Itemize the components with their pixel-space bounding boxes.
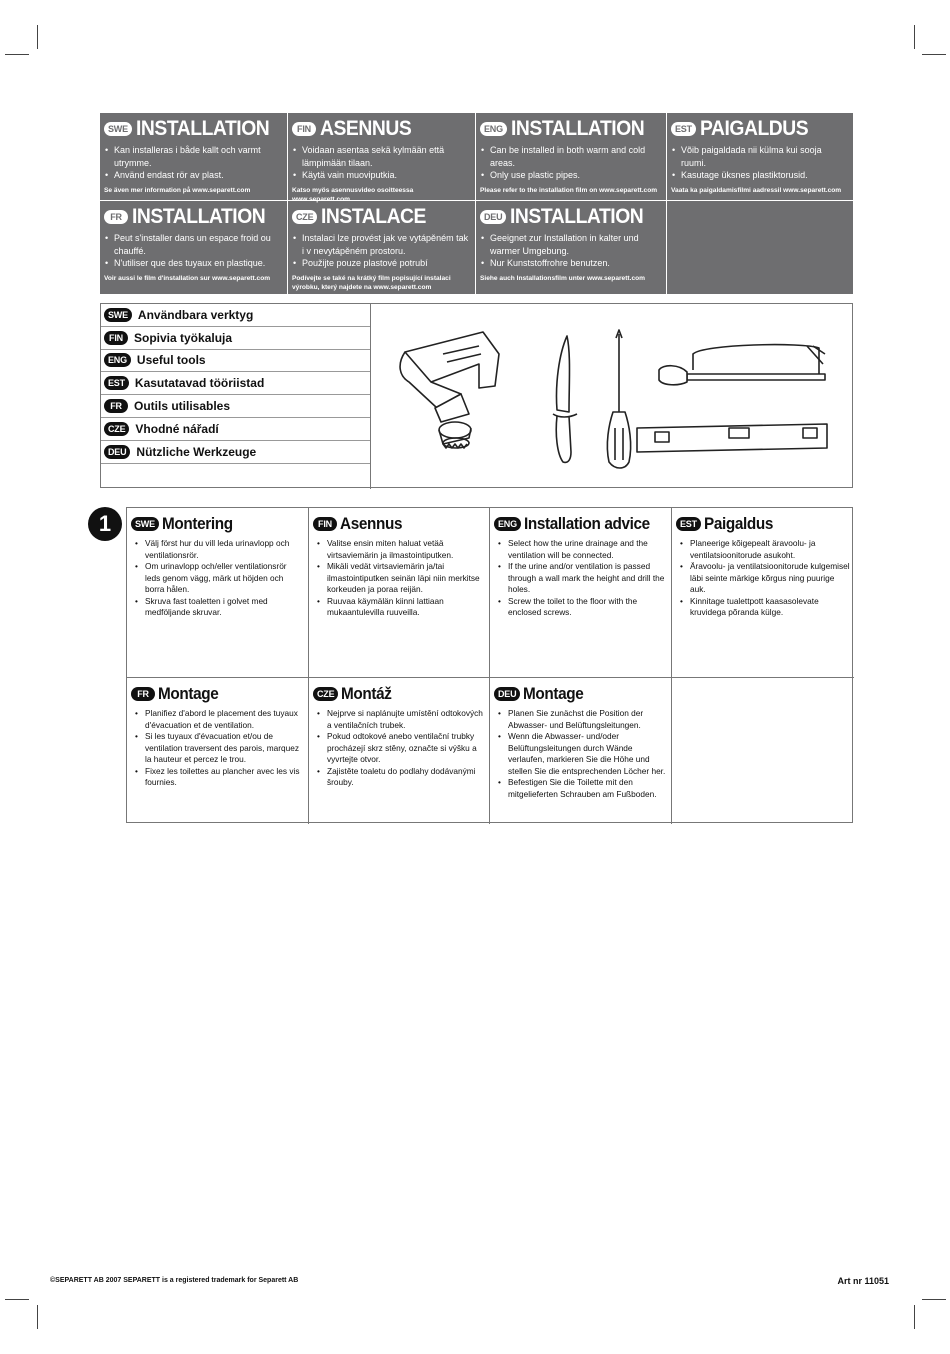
step-bullets	[494, 708, 667, 800]
crop-mark	[37, 25, 38, 49]
spirit-level-icon	[637, 424, 827, 452]
bullet-item: • Mikäli vedät virtsaviemärin ja/tai ilmastointiputken seinän läpi niin merkitse korkeuden ja poraa reijän.	[315, 561, 485, 596]
language-badge: EST	[104, 376, 129, 390]
copyright-footer: ©SEPARETT AB 2007 SEPARETT is a registered trademark for Separett AB	[50, 1277, 299, 1284]
step-title: Montage	[523, 684, 584, 703]
install-note: Vaata ka paigaldamisfilmi aadressil www.separett.com	[671, 186, 842, 194]
install-cell-fin	[288, 113, 476, 201]
install-cell-eng	[476, 113, 667, 201]
bullet-item: • Käytä vain muoviputkia.	[292, 169, 471, 182]
step-title: Montáž	[341, 684, 392, 703]
useful-tools-box	[100, 303, 853, 488]
step-title: Asennus	[340, 514, 403, 533]
language-badge: FR	[131, 687, 155, 701]
bullet-item: • Använd endast rör av plast.	[104, 169, 283, 182]
install-header	[292, 117, 471, 141]
language-badge: CZE	[292, 210, 317, 224]
bullet-item: • Nejprve si naplánujte umístění odtokových a ventilačních trubek.	[315, 708, 485, 731]
install-cell-fr	[100, 201, 288, 294]
tool-label: Kasutatavad tööriistad	[134, 376, 265, 391]
tool-label: Useful tools	[136, 353, 206, 368]
tool-row-swe	[101, 304, 370, 327]
tools-illustration	[373, 324, 843, 474]
install-cell-cze	[288, 201, 476, 294]
bullet-item: • Kan installeras i både kallt och varmt utrymme.	[104, 144, 283, 169]
tool-label: Användbara verktyg	[137, 307, 254, 322]
language-badge: FR	[104, 210, 128, 224]
step-header	[131, 512, 304, 536]
bullet-item: • Valitse ensin miten haluat vetää virtsaviemärin ja ilmastointiputken.	[315, 538, 485, 561]
language-badge: FIN	[313, 517, 337, 531]
install-bullets	[480, 232, 662, 270]
language-badge: FR	[104, 399, 128, 413]
install-note: Please refer to the installation film on www.separett.com	[480, 186, 658, 194]
step-cell-cze	[309, 678, 490, 824]
bullet-item: • If the urine and/or ventilation is passed through a wall mark the height and drill the holes.	[496, 561, 667, 596]
bullet-item: • Äravoolu- ja ventilatsioonitorude kulgemisel läbi seinte märkige kõrgus ning puurige auk.	[678, 561, 850, 596]
bullet-item: • Võib paigaldada nii külma kui sooja ruumi.	[671, 144, 849, 169]
bullet-item: • Kasutage üksnes plastiktorusid.	[671, 169, 849, 182]
step-title: Installation advice	[523, 514, 650, 533]
step-header	[313, 682, 485, 706]
install-header	[480, 117, 662, 141]
install-note: Voir aussi le film d'installation sur www.separett.com	[104, 274, 271, 282]
install-header	[480, 205, 662, 229]
bullet-item: • Použijte pouze plastové potrubí	[292, 257, 471, 270]
knife-icon	[553, 336, 577, 462]
language-badge: CZE	[313, 687, 338, 701]
install-bullets	[480, 144, 662, 182]
tool-row-cze	[101, 418, 370, 441]
install-cell-swe	[100, 113, 288, 201]
bullet-item: • Planifiez d'abord le placement des tuyaux d'évacuation et de ventilation.	[133, 708, 304, 731]
install-bullets	[292, 232, 471, 270]
bullet-item: • Skruva fast toaletten i golvet med medföljande skruvar.	[133, 596, 304, 619]
step-number-badge: 1	[88, 507, 122, 541]
tool-row-fin	[101, 327, 370, 350]
installation-grid	[100, 113, 853, 294]
install-header	[292, 205, 471, 229]
step-cell-fr	[127, 678, 309, 824]
language-badge: ENG	[480, 122, 507, 136]
install-cell-deu	[476, 201, 667, 294]
install-title: INSTALLATION	[510, 117, 645, 140]
step-cell-est	[672, 508, 854, 678]
bullet-item: • Nur Kunststoffrohre benutzen.	[480, 257, 662, 270]
install-note: Se även mer information på www.separett.com	[104, 186, 251, 194]
step-header	[494, 512, 667, 536]
bullet-item: • Pokud odtokové anebo ventilační trubky procházejí skrz stěny, označte si výšku a vyvrtejte otvor.	[315, 731, 485, 766]
language-badge: SWE	[104, 122, 132, 136]
tools-language-list	[101, 304, 371, 489]
tool-row-est	[101, 372, 370, 395]
language-badge: ENG	[104, 353, 131, 367]
language-badge: DEU	[104, 445, 130, 459]
language-badge: DEU	[480, 210, 506, 224]
install-cell-est	[667, 113, 853, 201]
tool-row-deu	[101, 441, 370, 464]
install-title: INSTALLATION	[510, 205, 644, 228]
step-bullets	[494, 538, 667, 619]
step-bullets	[131, 708, 304, 789]
crop-mark	[5, 54, 29, 55]
tool-row-fr	[101, 395, 370, 418]
crop-mark	[914, 1305, 915, 1329]
bullet-item: • Only use plastic pipes.	[480, 169, 662, 182]
install-bullets	[104, 232, 283, 270]
language-badge: DEU	[494, 687, 520, 701]
bullet-item: • Välj först hur du vill leda urinavlopp och ventilationsrör.	[133, 538, 304, 561]
step-bullets	[313, 538, 485, 619]
bullet-item: • Peut s'installer dans un espace froid ou chauffé.	[104, 232, 283, 257]
tool-row-eng	[101, 350, 370, 373]
step-cell-swe	[127, 508, 309, 678]
bullet-item: • Voidaan asentaa sekä kylmään että lämpimään tilaan.	[292, 144, 471, 169]
install-cell-empty	[667, 201, 853, 294]
install-title: PAIGALDUS	[699, 117, 809, 140]
install-header	[104, 117, 283, 141]
step-title: Montage	[158, 684, 219, 703]
step-title: Paigaldus	[703, 514, 773, 533]
install-note: Podívejte se také na krátký film popisující instalaci výrobku, který najdete na www.separett.com	[292, 274, 451, 291]
crop-mark	[922, 1299, 946, 1300]
crop-mark	[922, 54, 946, 55]
bullet-item: • Si les tuyaux d'évacuation et/ou de ventilation traversent des parois, marquez la hauteur et percez le trou.	[133, 731, 304, 766]
tool-label: Outils utilisables	[134, 399, 231, 414]
step-header	[313, 512, 485, 536]
install-bullets	[292, 144, 471, 182]
step-cell-deu	[490, 678, 672, 824]
install-note: Siehe auch Installationsfilm unter www.separett.com	[480, 274, 646, 282]
bullet-item: • Select how the urine drainage and the ventilation will be connected.	[496, 538, 667, 561]
install-title: INSTALLATION	[135, 117, 270, 140]
step-header	[131, 682, 304, 706]
bullet-item: • Zajistěte toaletu do podlahy dodávanými šrouby.	[315, 766, 485, 789]
bullet-item: • Instalaci lze provést jak ve vytápěném tak i v nevytápěném prostoru.	[292, 232, 471, 257]
language-badge: FIN	[292, 122, 316, 136]
install-title: ASENNUS	[320, 117, 412, 140]
language-badge: EST	[671, 122, 696, 136]
step-bullets	[313, 708, 485, 789]
install-header	[104, 205, 283, 229]
tool-label: Sopivia työkaluja	[134, 330, 233, 345]
language-badge: SWE	[131, 517, 159, 531]
language-badge: SWE	[104, 308, 132, 322]
tool-label: Vhodné nářadí	[135, 421, 219, 436]
bullet-item: • Planen Sie zunächst die Position der Abwasser- und Belüftungsleitungen.	[496, 708, 667, 731]
step-title: Montering	[161, 514, 233, 533]
language-badge: FIN	[104, 331, 128, 345]
install-title: INSTALLATION	[132, 205, 266, 228]
crop-mark	[37, 1305, 38, 1329]
bullet-item: • Befestigen Sie die Toilette mit den mitgelieferten Schrauben am Fußboden.	[496, 777, 667, 800]
bullet-item: • Om urinavlopp och/eller ventilationsrör leds genom vägg, märk ut höjden och borra hålen.	[133, 561, 304, 596]
tool-label: Nützliche Werkzeuge	[136, 444, 257, 459]
install-header	[671, 117, 849, 141]
language-badge: ENG	[494, 517, 521, 531]
hole-saw-icon	[400, 332, 499, 448]
article-number: Art nr 11051	[837, 1276, 889, 1286]
language-badge: EST	[676, 517, 701, 531]
crop-mark	[914, 25, 915, 49]
crop-mark	[5, 1299, 29, 1300]
bullet-item: • Planeerige kõigepealt äravoolu- ja ventilatsioonitorude asukoht.	[678, 538, 850, 561]
step-header	[676, 512, 850, 536]
step-instructions-grid	[126, 507, 853, 823]
language-badge: CZE	[104, 422, 129, 436]
bullet-item: • Fixez les toilettes au plancher avec les vis fournies.	[133, 766, 304, 789]
bullet-item: • Can be installed in both warm and cold areas.	[480, 144, 662, 169]
bullet-item: • Geeignet zur Installation in kalter und warmer Umgebung.	[480, 232, 662, 257]
install-title: INSTALACE	[321, 205, 427, 228]
step-bullets	[676, 538, 850, 619]
step-cell-eng	[490, 508, 672, 678]
bullet-item: • Wenn die Abwasser- und/oder Belüftungsleitungen durch Wände verlaufen, markieren Sie die Höhe und stellen Sie die entsprechenden Löcher her.	[496, 731, 667, 777]
bullet-item: • Screw the toilet to the floor with the enclosed screws.	[496, 596, 667, 619]
screwdriver-icon	[607, 330, 630, 468]
step-bullets	[131, 538, 304, 619]
step-cell-fin	[309, 508, 490, 678]
bullet-item: • N'utiliser que des tuyaux en plastique.	[104, 257, 283, 270]
hacksaw-icon	[659, 345, 825, 385]
install-note: Katso myös asennusvideo osoitteessa www.separett.com	[292, 186, 414, 203]
step-header	[494, 682, 667, 706]
step-cell-empty	[672, 678, 854, 824]
install-bullets	[671, 144, 849, 182]
bullet-item: • Kinnitage tualettpott kaasasolevate kruvidega põranda külge.	[678, 596, 850, 619]
bullet-item: • Ruuvaa käymälän kiinni lattiaan mukaantulevilla ruuveilla.	[315, 596, 485, 619]
install-bullets	[104, 144, 283, 182]
